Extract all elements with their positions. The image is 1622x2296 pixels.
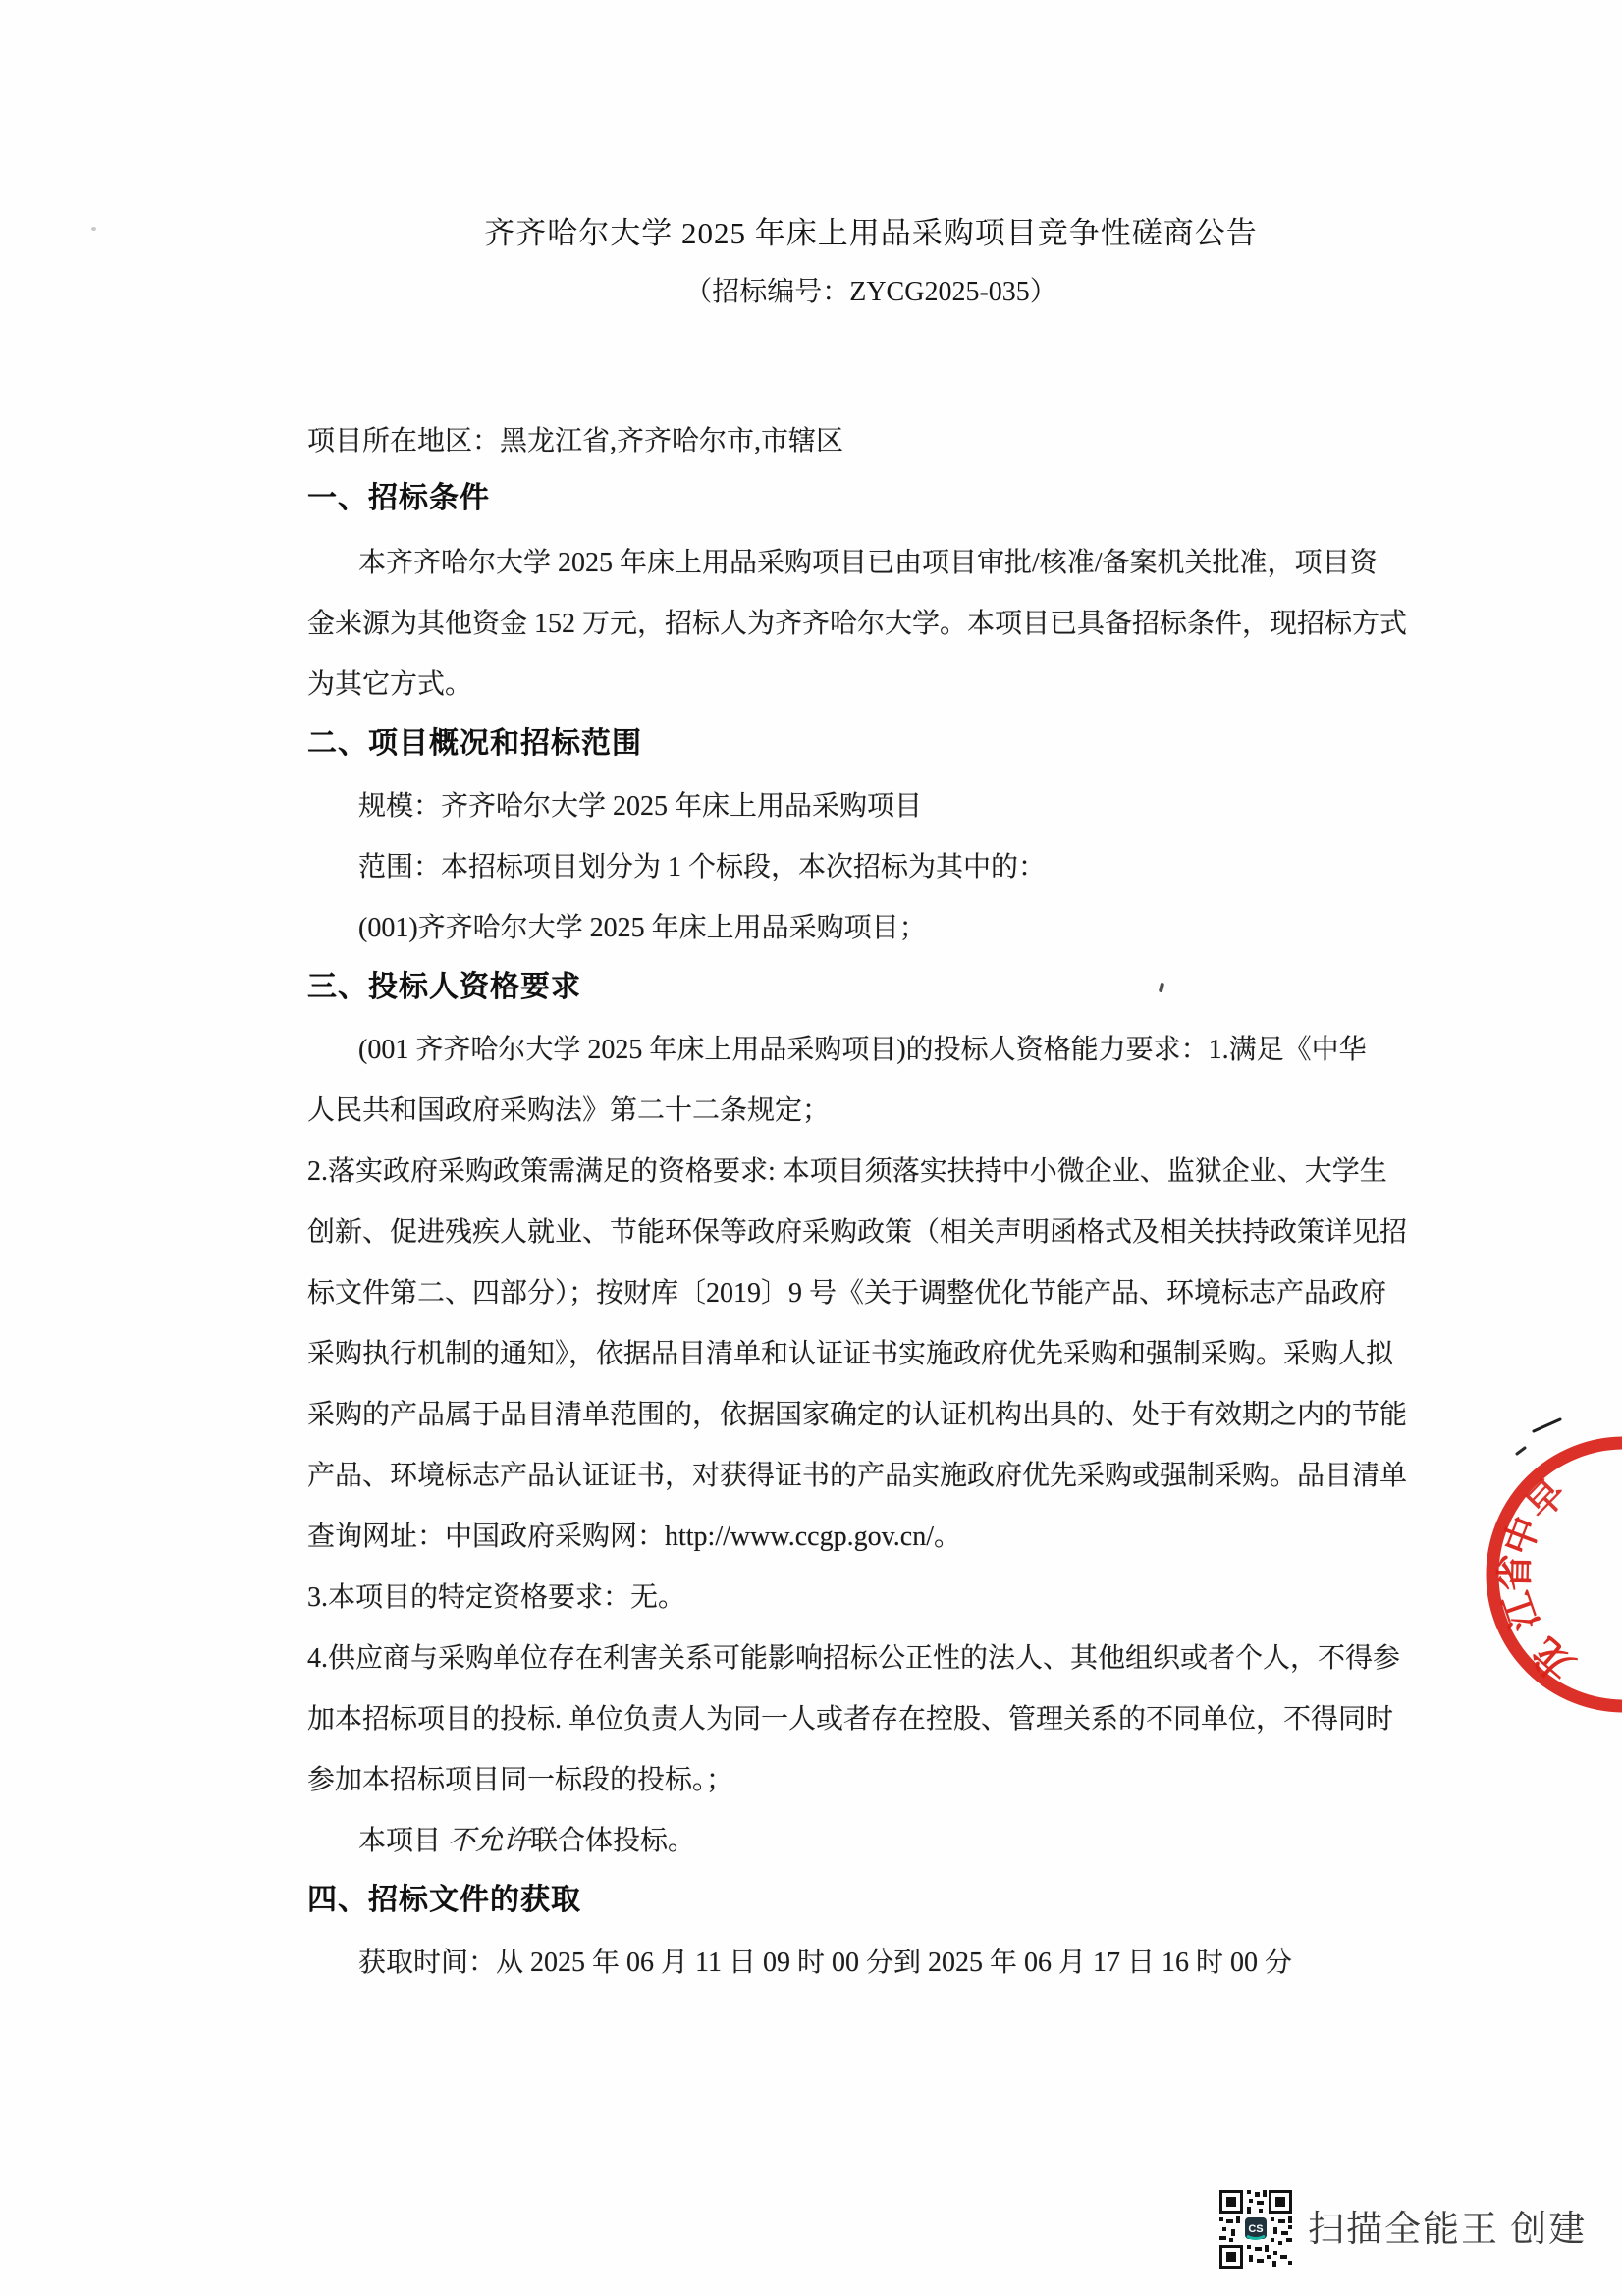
doc-line: 为其它方式。	[307, 669, 473, 700]
doc-line-obtain-time: 获取时间：从 2025 年 06 月 11 日 09 时 00 分到 2025 年 06 月 17 日 16 时 00 分	[358, 1948, 1292, 1978]
camscanner-logo	[1245, 2217, 1267, 2239]
doc-line-scale: 规模：齐齐哈尔大学 2025 年床上用品采购项目	[358, 791, 923, 822]
doc-line-url: 查询网址：中国政府采购网：http://www.ccgp.gov.cn/。	[307, 1522, 961, 1552]
doc-line: 创新、促进残疾人就业、节能环保等政府采购政策（相关声明函格式及相关扶持政策详见招	[307, 1217, 1408, 1248]
doc-line-lot: (001)齐齐哈尔大学 2025 年床上用品采购项目；	[358, 913, 927, 943]
stamp-character: 龙	[1524, 1629, 1583, 1688]
qr-code	[1219, 2190, 1292, 2269]
stamp-character: 早	[1518, 1471, 1575, 1528]
svg-text:CS: CS	[1248, 2223, 1264, 2235]
doc-line: (001 齐齐哈尔大学 2025 年床上用品采购项目)的投标人资格能力要求：1.满足《中华	[358, 1035, 1367, 1065]
stamp-character: 中	[1496, 1511, 1549, 1562]
doc-line: 2.落实政府采购政策需满足的资格要求: 本项目须落实扶持中小微企业、监狱企业、大学生	[307, 1156, 1387, 1187]
doc-title: 齐齐哈尔大学 2025 年床上用品采购项目竞争性磋商公告	[484, 216, 1258, 250]
scan-artifact	[91, 227, 96, 231]
doc-line: 金来源为其他资金 152 万元，招标人为齐齐哈尔大学。本项目已具备招标条件，现招标方式	[307, 609, 1408, 639]
joint-venture-emphasis: 不允许	[448, 1826, 531, 1856]
section-heading-3: 三、投标人资格要求	[307, 971, 581, 1003]
section-heading-2: 二、项目概况和招标范围	[307, 727, 642, 760]
joint-venture-pre: 本项目	[358, 1826, 449, 1856]
doc-line: 参加本招标项目同一标段的投标。；	[307, 1765, 734, 1795]
doc-line-scope: 范围：本招标项目划分为 1 个标段，本次招标为其中的：	[358, 852, 1047, 882]
doc-line: 采购的产品属于品目清单范围的，依据国家确定的认证机构出具的、处于有效期之内的节能	[307, 1400, 1408, 1430]
doc-line: 4.供应商与采购单位存在利害关系可能影响招标公正性的法人、其他组织或者个人，不得参	[307, 1643, 1401, 1674]
doc-line: 产品、环境标志产品认证证书，对获得证书的产品实施政府优先采购或强制采购。品目清单	[307, 1461, 1408, 1491]
tender-number: （招标编号：ZYCG2025-035）	[684, 277, 1057, 307]
section-heading-4: 四、招标文件的获取	[307, 1884, 581, 1916]
pen-mark	[1534, 1419, 1560, 1431]
pen-mark	[1517, 1448, 1525, 1454]
doc-line: 本齐齐哈尔大学 2025 年床上用品采购项目已由项目审批/核准/备案机关批准，项目资	[358, 548, 1378, 578]
official-stamp	[1414, 1364, 1622, 1787]
doc-line-region: 项目所在地区：黑龙江省,齐齐哈尔市,市辖区	[307, 426, 844, 456]
scanner-watermark: 扫描全能王 创建	[1308, 2210, 1588, 2250]
stamp-character: 省	[1494, 1553, 1538, 1592]
doc-line: 3.本项目的特定资格要求：无。	[307, 1582, 686, 1613]
stamp-character: 江	[1495, 1586, 1548, 1635]
joint-venture-post: 联合体投标。	[530, 1826, 696, 1856]
doc-line: 加本招标项目的投标. 单位负责人为同一人或者存在控股、管理关系的不同单位，不得同时	[307, 1704, 1394, 1735]
section-heading-1: 一、招标条件	[307, 482, 490, 514]
doc-line-joint-venture	[358, 1824, 695, 1859]
doc-line: 人民共和国政府采购法》第二十二条规定；	[307, 1095, 831, 1126]
doc-line: 标文件第二、四部分）；按财库〔2019〕9 号《关于调整优化节能产品、环境标志产品政府	[307, 1278, 1387, 1308]
scan-artifact	[1159, 983, 1164, 993]
doc-line: 采购执行机制的通知》，依据品目清单和认证证书实施政府优先采购和强制采购。采购人拟	[307, 1339, 1394, 1369]
